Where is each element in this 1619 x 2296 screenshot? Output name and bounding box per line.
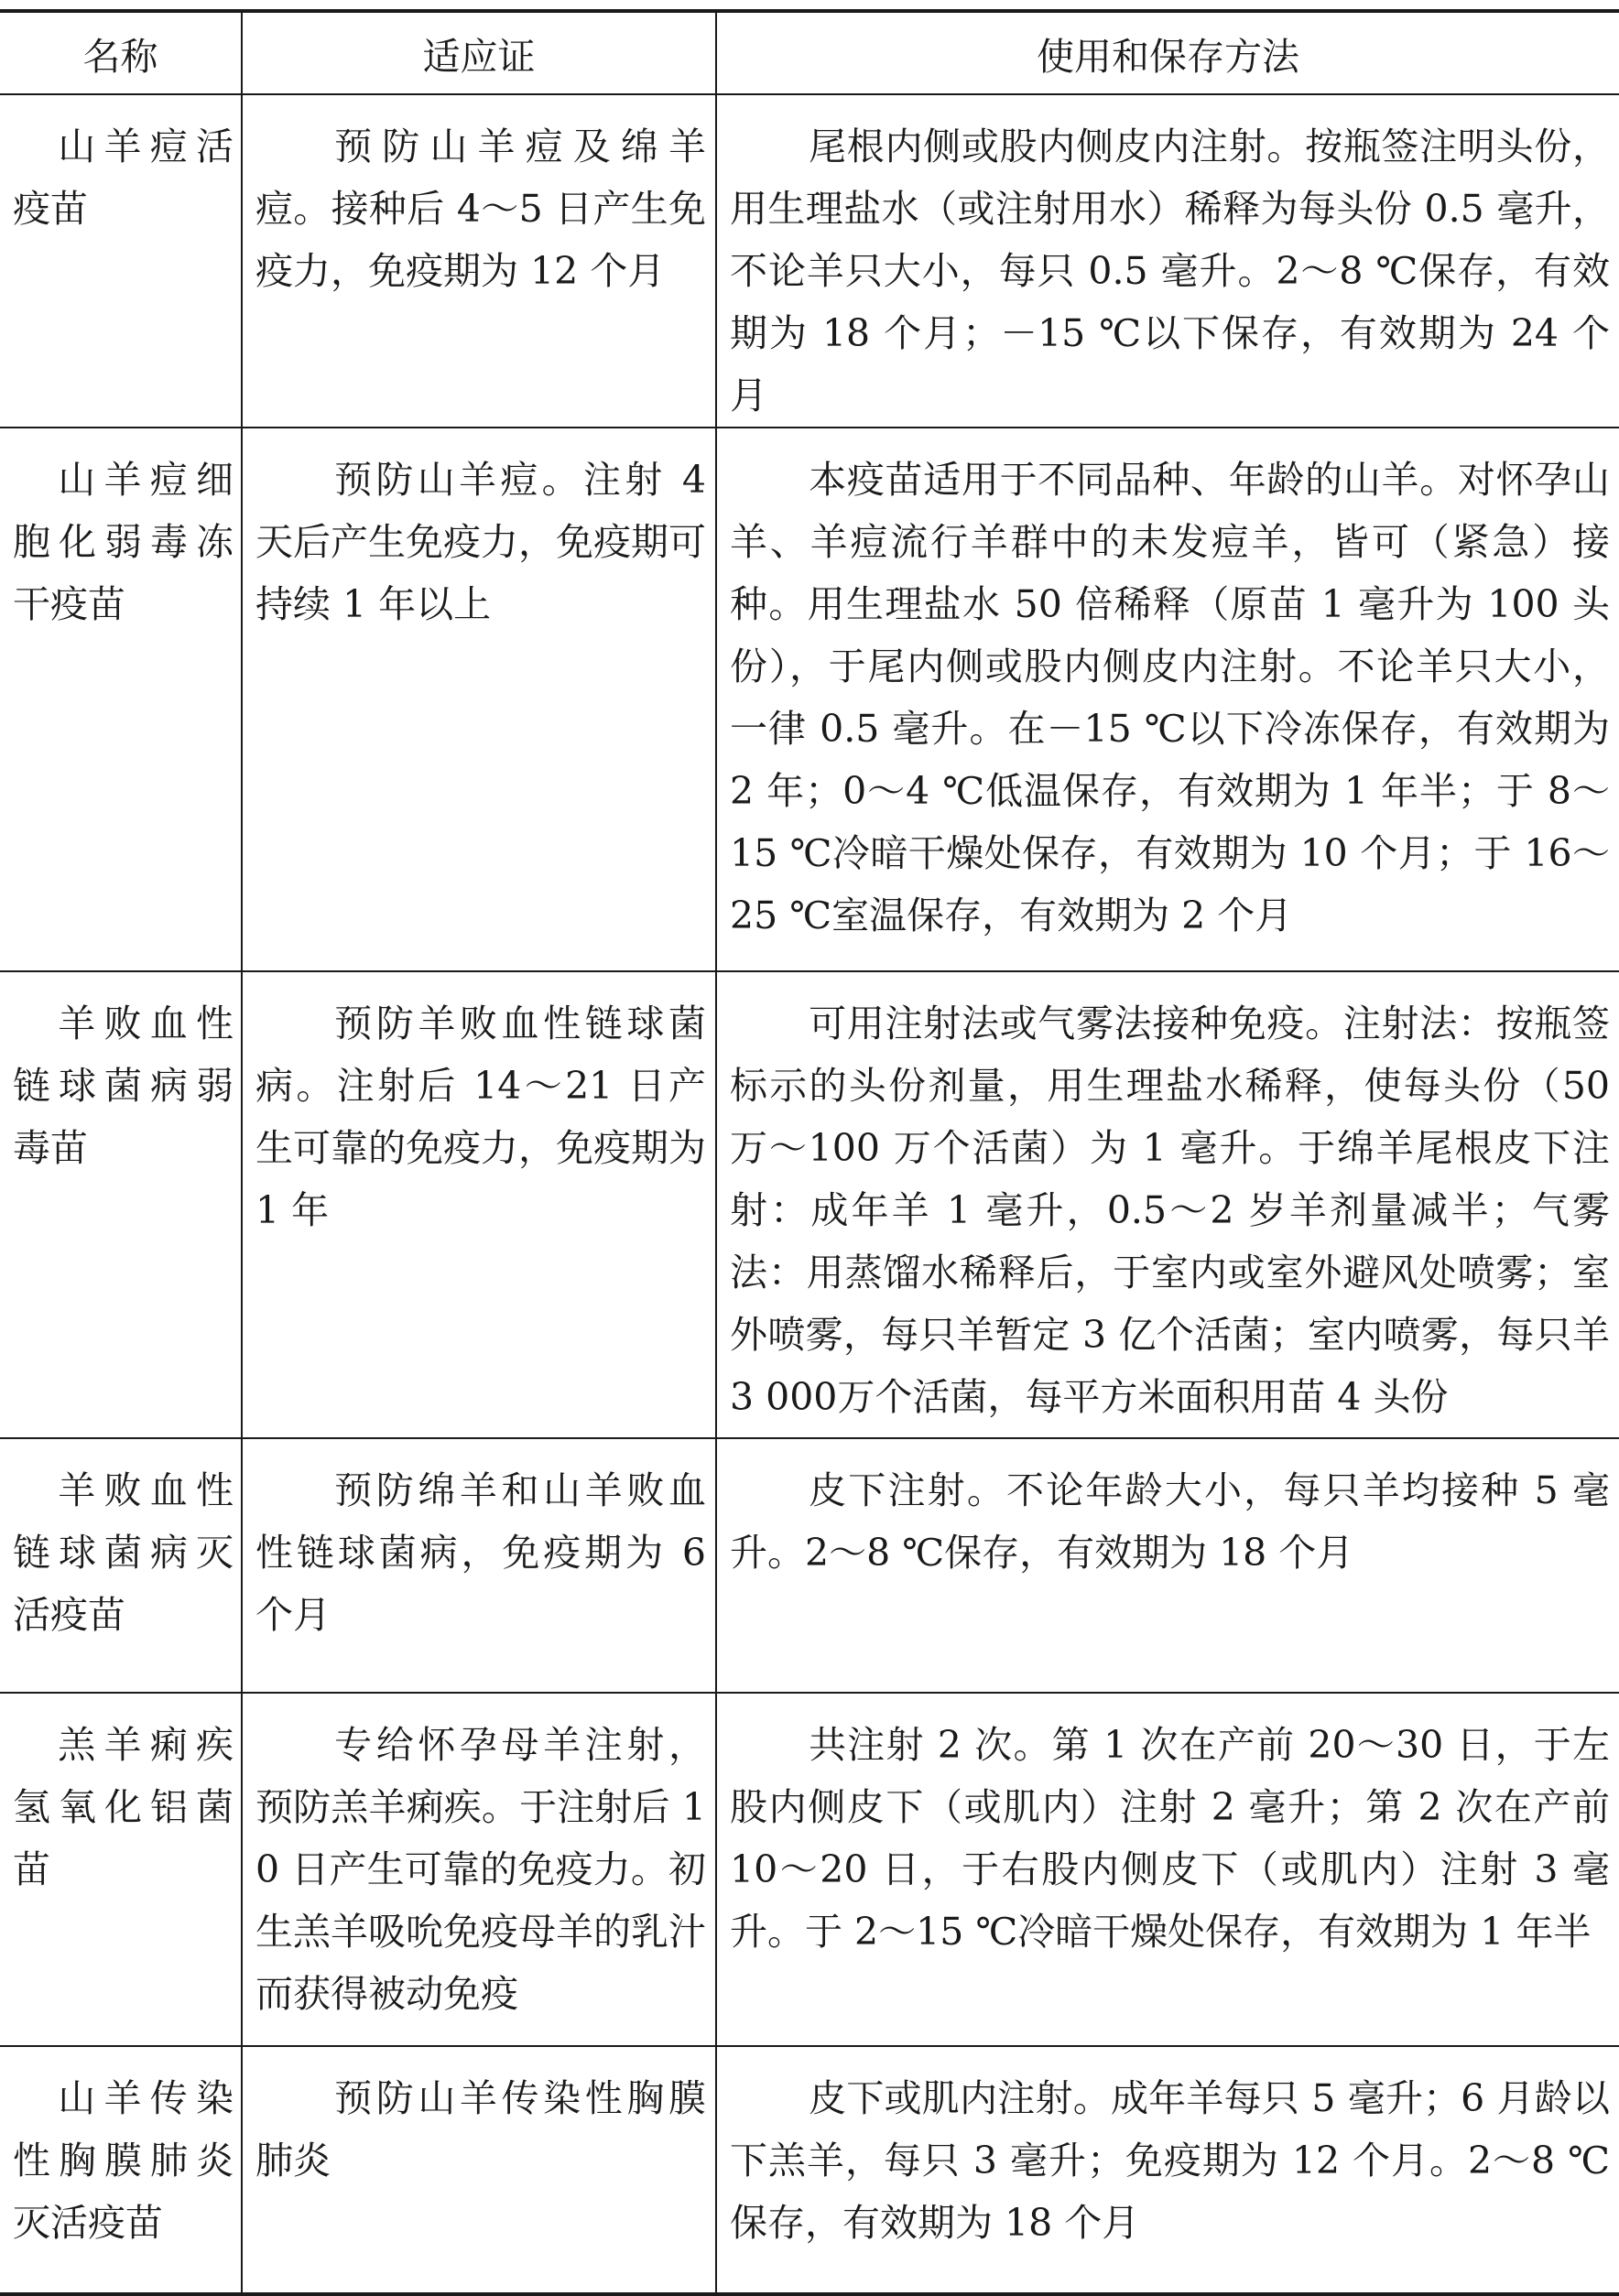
table-row — [0, 1438, 1619, 1693]
vaccine-name: 山羊传染性胸膜肺炎灭活疫苗 — [13, 2076, 234, 2245]
vaccine-name: 羊败血性链球菌病灭活疫苗 — [13, 1468, 234, 1637]
usage-cell — [716, 1438, 1619, 1693]
indication-text: 预防绵羊和山羊败血性链球菌病，免疫期为 6 个月 — [255, 1468, 706, 1637]
indication-cell — [242, 94, 716, 428]
vaccine-name-cell — [0, 428, 242, 971]
indication-cell — [242, 971, 716, 1438]
usage-cell — [716, 1693, 1619, 2046]
table-row — [0, 2046, 1619, 2294]
table-row — [0, 971, 1619, 1438]
indication-cell — [242, 1693, 716, 2046]
usage-cell — [716, 94, 1619, 428]
vaccine-name-cell — [0, 971, 242, 1438]
usage-cell — [716, 971, 1619, 1438]
usage-text: 可用注射法或气雾法接种免疫。注射法：按瓶签标示的头份剂量，用生理盐水稀释，使每头份（50 万～100 万个活菌）为 1 毫升。于绵羊尾根皮下注射：成年羊 1 毫升，0.5～2 岁羊剂量减半；气雾法：用蒸馏水稀释后，于室内或室外避风处喷雾；室外喷雾，每只羊暂定 3 亿个活菌；室内喷雾，每只羊3 000万个活菌，每平方米面积用苗 4 头份 — [730, 1002, 1610, 1419]
vaccine-table — [0, 9, 1619, 2296]
table-row — [0, 1693, 1619, 2046]
header-usage: 使用和保存方法 — [716, 11, 1619, 94]
indication-cell — [242, 2046, 716, 2294]
indication-text: 预防山羊痘。注射 4 天后产生免疫力，免疫期可持续 1 年以上 — [255, 458, 706, 626]
vaccine-name-cell — [0, 1693, 242, 2046]
vaccine-name: 羔羊痢疾氢氧化铝菌苗 — [13, 1723, 234, 1891]
usage-text: 尾根内侧或股内侧皮内注射。按瓶签注明头份，用生理盐水（或注射用水）稀释为每头份 0.5 毫升，不论羊只大小，每只 0.5 毫升。2～8 ℃保存，有效期为 18 个月；－15 ℃以下保存，有效期为 24 个月 — [730, 125, 1610, 417]
vaccine-name: 山羊痘细胞化弱毒冻干疫苗 — [13, 458, 234, 626]
usage-cell — [716, 2046, 1619, 2294]
usage-cell — [716, 428, 1619, 971]
vaccine-name-cell — [0, 1438, 242, 1693]
header-indication: 适应证 — [242, 11, 716, 94]
indication-text: 预防羊败血性链球菌病。注射后 14～21 日产生可靠的免疫力，免疫期为 1 年 — [255, 1002, 706, 1232]
usage-text: 共注射 2 次。第 1 次在产前 20～30 日，于左股内侧皮下（或肌内）注射 2 毫升；第 2 次在产前 10～20 日，于右股内侧皮下（或肌内）注射 3 毫升。于 2～15 ℃冷暗干燥处保存，有效期为 1 年半 — [730, 1723, 1610, 1954]
table-header-row — [0, 11, 1619, 94]
usage-text: 皮下或肌内注射。成年羊每只 5 毫升；6 月龄以下羔羊，每只 3 毫升；免疫期为 12 个月。2～8 ℃保存，有效期为 18 个月 — [730, 2076, 1610, 2245]
indication-cell — [242, 428, 716, 971]
vaccine-name-cell — [0, 2046, 242, 2294]
usage-text: 皮下注射。不论年龄大小，每只羊均接种 5 毫升。2～8 ℃保存，有效期为 18 个月 — [730, 1468, 1610, 1575]
vaccine-name-cell — [0, 94, 242, 428]
indication-text: 预防山羊传染性胸膜肺炎 — [255, 2076, 706, 2182]
indication-text: 预防山羊痘及绵羊痘。接种后 4～5 日产生免疫力，免疫期为 12 个月 — [255, 125, 706, 293]
header-name: 名称 — [0, 11, 242, 94]
vaccine-name: 山羊痘活疫苗 — [13, 125, 234, 231]
usage-text: 本疫苗适用于不同品种、年龄的山羊。对怀孕山羊、羊痘流行羊群中的未发痘羊，皆可（紧急）接种。用生理盐水 50 倍稀释（原苗 1 毫升为 100 头份），于尾内侧或股内侧皮内注射。不论羊只大小，一律 0.5 毫升。在－15 ℃以下冷冻保存，有效期为 2 年；0～4 ℃低温保存，有效期为 1 年半；于 8～15 ℃冷暗干燥处保存，有效期为 10 个月；于 16～25 ℃室温保存，有效期为 2 个月 — [730, 458, 1610, 937]
indication-cell — [242, 1438, 716, 1693]
table-row — [0, 428, 1619, 971]
table-row — [0, 94, 1619, 428]
indication-text: 专给怀孕母羊注射，预防羔羊痢疾。于注射后 10 日产生可靠的免疫力。初生羔羊吸吮免疫母羊的乳汁而获得被动免疫 — [255, 1723, 706, 2016]
vaccine-name: 羊败血性链球菌病弱毒苗 — [13, 1002, 234, 1170]
